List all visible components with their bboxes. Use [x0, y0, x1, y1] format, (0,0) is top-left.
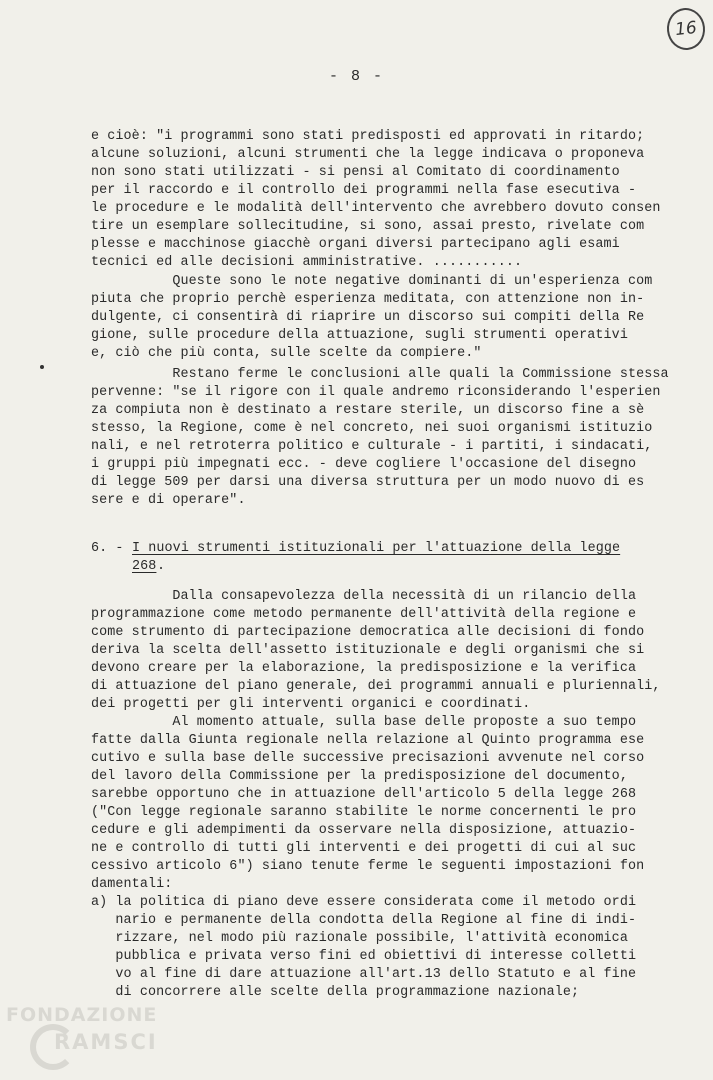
section-title-period: . [157, 559, 166, 574]
text-line: del lavoro della Commissione per la predisposizione del documento, [91, 769, 628, 784]
margin-mark [40, 365, 44, 369]
text-line: pubblica e privata verso fini ed obiettivi di interesse colletti [91, 949, 637, 964]
text-line: cedure e gli adempimenti da osservare nella disposizione, attuazio- [91, 823, 637, 838]
text-line: Al momento attuale, sulla base delle proposte a suo tempo [91, 715, 637, 730]
text-line: i gruppi più impegnati ecc. - deve cogliere l'occasione del disegno [91, 457, 637, 472]
text-line: di legge 509 per darsi una diversa struttura per un modo nuovo di es [91, 475, 645, 490]
text-line: damentali: [91, 877, 173, 892]
text-line: sarebbe opportuno che in attuazione dell'articolo 5 della legge 268 [91, 787, 637, 802]
text-line: e, ciò che più conta, sulle scelte da compiere." [91, 346, 482, 361]
text-line: plesse e macchinose giacchè organi diversi partecipano agli esami [91, 237, 620, 252]
text-line: Restano ferme le conclusioni alle quali la Commissione stessa [91, 367, 669, 382]
section-title-line: I nuovi strumenti istituzionali per l'attuazione della legge [132, 541, 621, 556]
page-header: - 8 - [328, 68, 384, 85]
watermark-logo [6, 1000, 186, 1078]
text-line: di attuazione del piano generale, dei programmi annuali e pluriennali, [91, 679, 661, 694]
text-line: Dalla consapevolezza della necessità di un rilancio della [91, 589, 637, 604]
text-line: ne e controllo di tutti gli interventi e dei progetti di cui al suc [91, 841, 637, 856]
text-line: Queste sono le note negative dominanti di un'esperienza com [91, 274, 653, 289]
text-line: piuta che proprio perchè esperienza meditata, con attenzione non in- [91, 292, 645, 307]
text-line: deriva la scelta dell'assetto istituzionale e degli organismi che si [91, 643, 645, 658]
watermark-text: FONDAZIONE [6, 1004, 158, 1026]
text-line: cessivo articolo 6") siano tenute ferme le seguenti impostazioni fon [91, 859, 645, 874]
text-line: rizzare, nel modo più razionale possibile, l'attività economica [91, 931, 628, 946]
text-line: vo al fine di dare attuazione all'art.13 dello Statuto e al fine [91, 967, 637, 982]
text-line: le procedure e le modalità dell'intervento che avrebbero dovuto consen [91, 201, 661, 216]
text-line: alcune soluzioni, alcuni strumenti che la legge indicava o proponeva [91, 147, 645, 162]
text-line: ("Con legge regionale saranno stabilite le norme concernenti le pro [91, 805, 637, 820]
text-line: non sono stati utilizzati - si pensi al Comitato di coordinamento [91, 165, 620, 180]
text-line: per il raccordo e il controllo dei programmi nella fase esecutiva - [91, 183, 637, 198]
watermark-text: RAMSCI [54, 1030, 158, 1054]
text-line: devono creare per la elaborazione, la predisposizione e la verifica [91, 661, 637, 676]
page-number-circled: 16 [665, 6, 707, 52]
text-line: programmazione come metodo permanente dell'attività della regione e [91, 607, 637, 622]
text-line: tecnici ed alle decisioni amministrative. ........... [91, 255, 523, 270]
text-line: nali, e nel retroterra politico e culturale - i partiti, i sindacati, [91, 439, 653, 454]
text-line: fatte dalla Giunta regionale nella relazione al Quinto programma ese [91, 733, 645, 748]
text-line: tire un esemplare sollecitudine, si sono, assai presto, rivelate com [91, 219, 645, 234]
text-line: nario e permanente della condotta della Regione al fine di indi- [91, 913, 637, 928]
text-line: sere e di operare". [91, 493, 246, 508]
text-line: stesso, la Regione, come è nel concreto, nei suoi organismi istituzio [91, 421, 653, 436]
text-line: e cioè: "i programmi sono stati predisposti ed approvati in ritardo; [91, 129, 645, 144]
section-number: 6. - [91, 541, 124, 556]
text-line: gione, sulle procedure della attuazione, sugli strumenti operativi [91, 328, 628, 343]
text-line: cutivo e sulla base delle successive precisazioni avvenute nel corso [91, 751, 645, 766]
text-line: za compiuta non è destinato a restare sterile, un discorso fine a sè [91, 403, 645, 418]
text-line: dei progetti per gli interventi organici e coordinati. [91, 697, 531, 712]
text-line: di concorrere alle scelte della programmazione nazionale; [91, 985, 580, 1000]
text-line: a) la politica di piano deve essere considerata come il metodo ordi [91, 895, 637, 910]
text-line: dulgente, ci consentirà di riaprire un discorso sui compiti della Re [91, 310, 645, 325]
text-line: come strumento di partecipazione democratica alle decisioni di fondo [91, 625, 645, 640]
text-line: pervenne: "se il rigore con il quale andremo riconsiderando l'esperien [91, 385, 661, 400]
section-title-line: 268 [132, 559, 157, 574]
